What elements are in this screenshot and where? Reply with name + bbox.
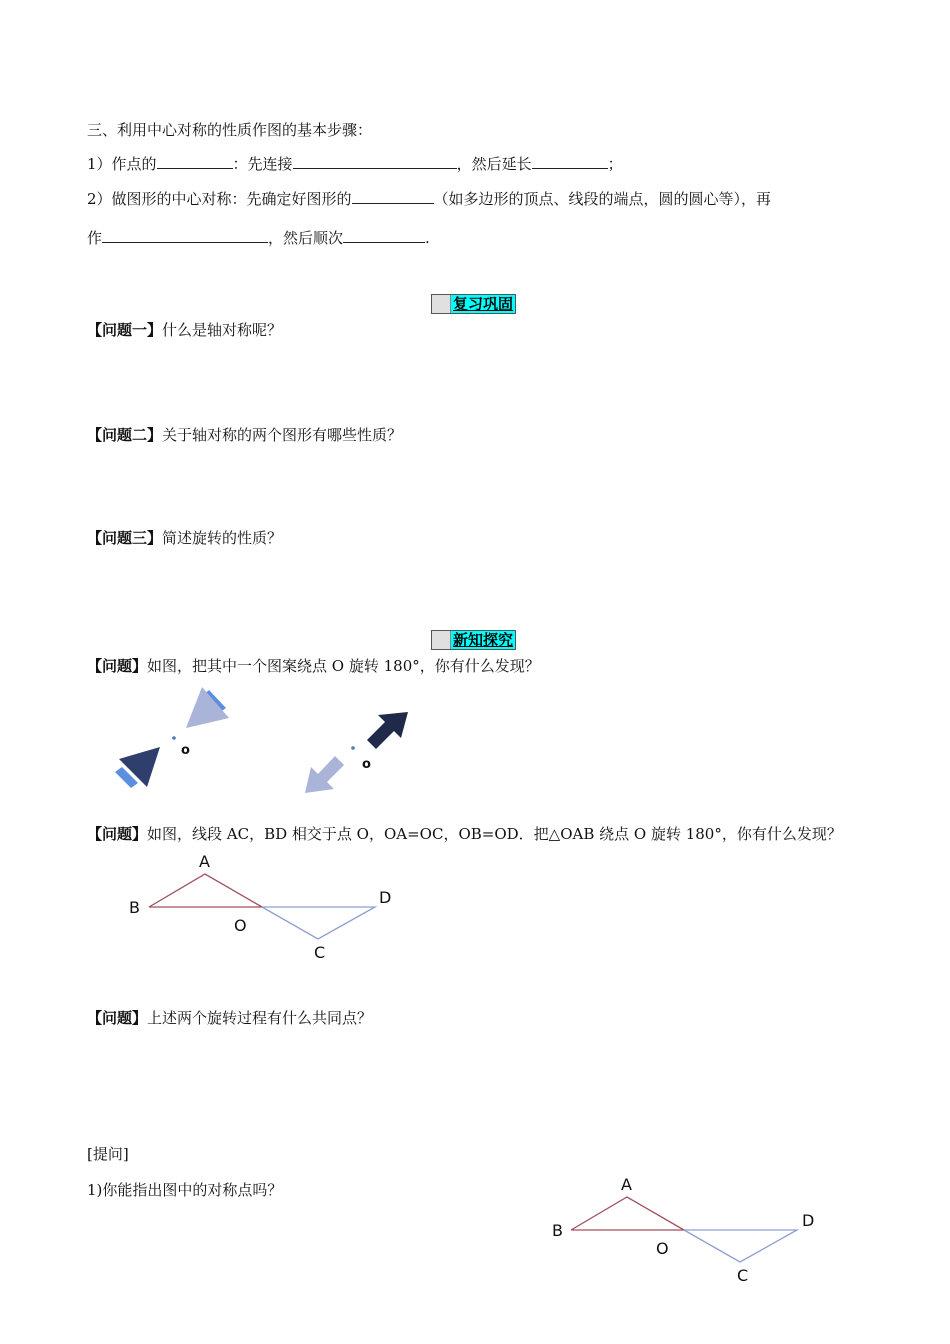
center-label-2: o xyxy=(362,757,371,772)
question-text: 关于轴对称的两个图形有哪些性质？ xyxy=(162,426,403,444)
question-tag: 【问题二】 xyxy=(87,426,163,444)
step2-text-2: （如多边形的顶点、线段的端点，圆的圆心等），再 xyxy=(433,190,772,208)
step1-text-4: ； xyxy=(607,155,623,173)
review-badge-label: 复习巩固 xyxy=(453,295,514,313)
question-text: 如图，把其中一个图案绕点 O 旋转 180°，你有什么发现？ xyxy=(147,657,540,675)
question-tag: 【问题】 xyxy=(87,657,148,675)
step2-prefix: 2）做图形的中心对称：先确定好图形的 xyxy=(87,190,352,208)
label-O: O xyxy=(656,1239,669,1258)
step1-text-2: ：先连接 xyxy=(232,155,293,173)
question-tag: 【问题】 xyxy=(87,1009,148,1027)
step2-text-4: . xyxy=(425,229,430,247)
question-text: 上述两个旋转过程有什么共同点？ xyxy=(147,1009,373,1027)
label-D: D xyxy=(802,1211,815,1230)
label-D: D xyxy=(379,888,392,907)
label-O: O xyxy=(234,916,247,935)
triangle-ocd xyxy=(684,1230,797,1262)
step1-text-3: ，然后延长 xyxy=(456,155,532,173)
step1-prefix: 1）作点的 xyxy=(87,155,157,173)
step2-text-3: ，然后顺次 xyxy=(268,229,344,247)
question-tag: 【问题三】 xyxy=(87,529,163,547)
ask-heading: [提问] xyxy=(87,1145,129,1163)
steps-heading: 三、利用中心对称的性质作图的基本步骤： xyxy=(87,121,373,139)
explore-badge-label: 新知探究 xyxy=(453,631,514,649)
question-tag: 【问题】 xyxy=(87,825,148,843)
triangle-oab xyxy=(571,1197,684,1230)
step2-line2-prefix: 作 xyxy=(87,229,103,247)
label-B: B xyxy=(129,898,140,917)
label-A: A xyxy=(621,1175,632,1194)
label-A: A xyxy=(199,852,210,871)
label-C: C xyxy=(314,943,326,962)
question-tag: 【问题一】 xyxy=(87,321,163,339)
ask-item-1: 1)你能指出图中的对称点吗？ xyxy=(87,1181,283,1199)
question-text: 如图，线段 AC，BD 相交于点 O，OA=OC，OB=OD．把△OAB 绕点 O 旋转 180°，你有什么发现？ xyxy=(147,825,842,843)
label-B: B xyxy=(552,1221,563,1240)
label-C: C xyxy=(737,1266,749,1285)
question-text: 简述旋转的性质？ xyxy=(162,529,283,547)
center-label-1: o xyxy=(181,743,190,758)
question-text: 什么是轴对称呢？ xyxy=(162,321,283,339)
